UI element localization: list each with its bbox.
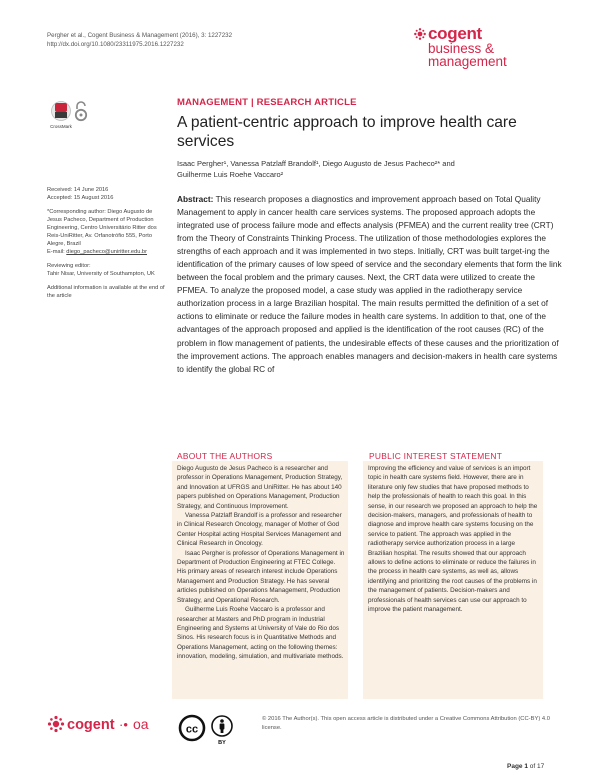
email-line [47,248,165,256]
page-label: Page [507,763,525,770]
license-text: © 2016 The Author(s). This open access article is distributed under a Creative Commons Attribution (CC-BY) 4.0 license. [262,716,550,731]
cc-icon [180,716,204,740]
cogent-dots-icon [414,28,426,40]
reviewing-label: Reviewing editor: [47,263,91,269]
page-current: 1 [524,763,528,770]
attribution-icon [212,716,232,746]
crossmark-icon[interactable] [50,102,73,130]
sidebar [47,186,165,306]
corresponding-author [47,208,165,248]
received-date: Received: 14 June 2016 [47,187,109,193]
public-interest-body [368,464,540,615]
cogent-oa-logo[interactable] [47,713,157,740]
additional-info: Additional information is available at the end of the article [47,285,165,299]
about-authors-heading: ABOUT THE AUTHORS [177,451,273,461]
author-bio: Vanessa Patzlaff Brandolf is a professor and researcher in Clinical Research Oncology, manager of Mother of God Center Hospital acting Hospital Services Management and Clinical Research in Oncology. [177,512,342,548]
crossmark-label: CrossMark [50,124,72,129]
reviewing-editor-name: Tahir Nisar, University of Southampton, UK [47,271,155,277]
brand-subtitle-2: management [428,54,507,69]
badge-icons [50,100,118,130]
authors-line-2: Guilherme Luis Roehe Vaccaro² [177,170,284,179]
footer-logo-text: cogent [67,717,115,733]
journal-logo[interactable] [428,26,578,68]
cc-badge-graphic [178,714,246,746]
cogent-dots-icon [48,716,64,732]
citation-line: Pergher et al., Cogent Business & Management (2016), 3: 1227232 [47,32,233,39]
doi-link[interactable]: http://dx.doi.org/10.1080/23311975.2016.1227232 [47,41,184,48]
article-category: MANAGEMENT | RESEARCH ARTICLE [177,97,357,108]
email-label: E-mail: [47,249,67,255]
footer-logo-suffix: oa [133,716,149,732]
author-list [177,158,557,180]
author-bio: Guilherme Luis Roehe Vaccaro is a professor and researcher at Masters and PhD program in Industrial Engineering and Systems at University of Vale do Rio dos Sinos. His research focus is in Quantitative Methods and Operations Management, acting on the following themes: innovation, modeling, simulation, and multivariate methods. [177,606,344,661]
citation-block [47,31,377,49]
by-label: BY [218,740,226,746]
author-bio: Isaac Pergher is professor of Operations Management in Department of Production Engineering at FTEC College. His primary areas of research interest include Operations Management and Production Strategy. He has several articles published on Operations Management, Production Strategy, and Operational Research. [177,549,345,604]
brand-name: cogent [428,24,482,43]
abstract-text: This research proposes a diagnostics and improvement approach based on Total Quality Management to apply in cancer health care services systems. The proposed approach adopts the integrated use of process failure mode and effects analysis (PFMEA) and the current reality tree (CRT) from the Theory of Constraints Thinking Process. The utilization of those methodologies explores the strengths of each approach and it was implemented in two steps. Initially, CRT was built target-ing the identification of the primary causes of low speed of service and the secondary elements that form the link between the focal problem and the primary causes. Next, the CRT data were utilized to create the PFMEA. To analyze the proposed model, a case study was applied in the radiotherapy service authorization process in a large Brazilian hospital. The main results permitted the definition of a set of actions to eliminate or reduce the failure modes in health care systems. In addition to that, one of the advantages of the approach proposed and applied is the identification of the root causes (RC) of the problem in flow management of patients, the undesirable effects of these causes and the prioritization of the improvement actions. The approach enables managers and decision-makers in health care systems to identify the global RC of [177,194,562,374]
public-interest-text: Improving the efficiency and value of services is an import topic in health care systems field. However, there are in literature only few studies that have proposed methods to help the professionals of health to reach this goal. In this sense, in our research we proposed an approach to help the decision-makers, managers, and professionals of health to diagnose and improve health care systems focusing on the service to patient. The approach was applied in the radiotherapy service authorization process in a large Brazilian hospital. The results showed that our approach allows to define actions to eliminate or reduce the failures in the process in health care systems, as well as, allows identifying and prioritizing the root causes of the problems in the management of patients. Decision-makers and professionals of health services can use our approach to improve the patient management. [368,465,538,614]
about-authors-body [177,464,345,662]
badges [50,100,118,135]
public-interest-heading: PUBLIC INTEREST STATEMENT [369,451,503,461]
author-bio: Diego Augusto de Jesus Pacheco is a researcher and professor in Operations Management, Production Strategy, and Innovation at UFRGS and UniRitter. He has about 140 papers published on Operations Management, Production Strategy, and Continuous Improvement. [177,465,343,510]
abstract-label: Abstract: [177,194,214,204]
article-title: A patient-centric approach to improve health care services [177,114,517,150]
footer-logo-dots: ·• [119,717,128,732]
open-access-icon [76,102,86,120]
email-link[interactable]: diego_pacheco@uniritter.edu.br [66,249,147,255]
corresponding-text: *Corresponding author: Diego Augusto de Jesus Pacheco, Department of Production Engineering, Centro Universitário Ritter dos Reis-UniRitter, Av. Orfanotrófio 555, Porto Alegre, Brazil [47,209,157,247]
authors-line-1: Isaac Pergher¹, Vanessa Patzlaff Brandolf¹, Diego Augusto de Jesus Pacheco²* and [177,159,455,168]
cogent-oa-mark [47,713,157,735]
cc-license-badge[interactable] [178,714,246,751]
brand-subtitle-1: business & [428,41,495,56]
abstract [177,193,562,376]
reviewing-editor [47,262,165,270]
page-number [507,763,544,770]
page-of: of 17 [527,763,545,770]
accepted-date: Accepted: 15 August 2016 [47,195,114,201]
cc-label: cc [185,723,199,736]
